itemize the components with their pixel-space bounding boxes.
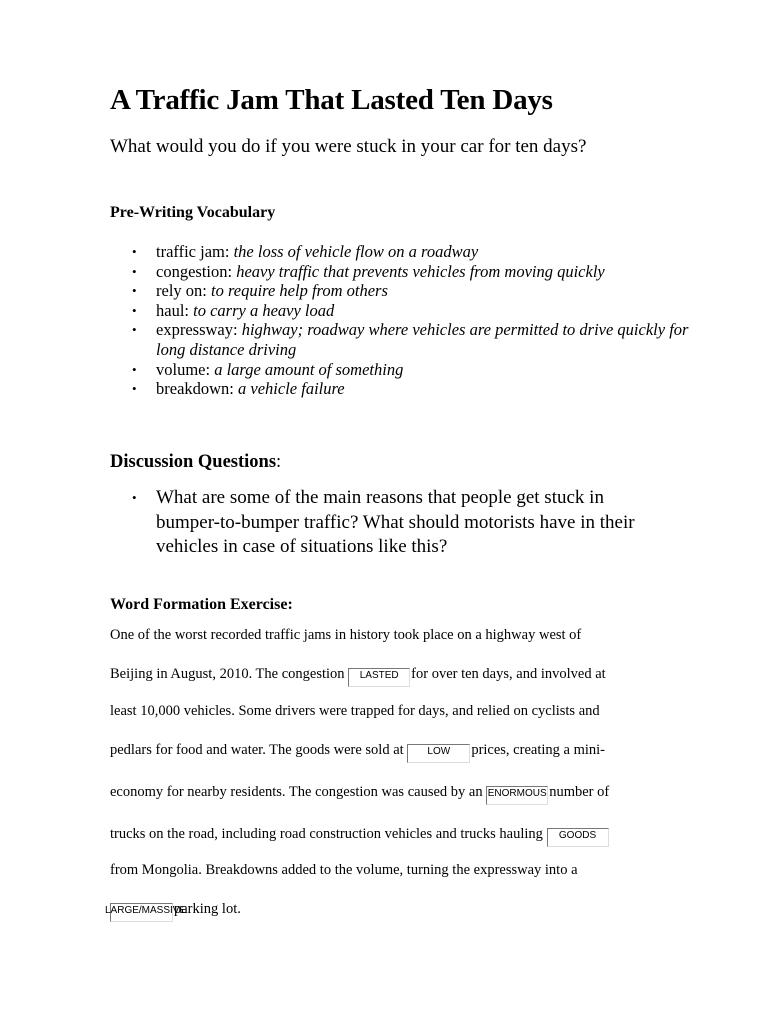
vocabulary-item — [156, 301, 716, 321]
exercise-text: least 10,000 vehicles. Some drivers were trapped for days, and relied on cyclists and — [110, 703, 600, 719]
answer-field-1[interactable]: LASTED — [348, 668, 410, 687]
discussion-heading — [110, 452, 281, 473]
exercise-text: pedlars for food and water. The goods were sold at — [110, 742, 404, 758]
exercise-text: parking lot. — [174, 901, 241, 917]
vocabulary-list — [110, 242, 716, 399]
vocab-term: rely on: — [156, 281, 207, 301]
vocab-definition: a large amount of something — [214, 359, 404, 379]
vocab-definition: highway; roadway where vehicles are permitted to drive quickly for long distance driving — [156, 320, 689, 359]
vocabulary-item — [156, 379, 716, 399]
vocab-term: haul: — [156, 300, 189, 320]
vocab-term: congestion: — [156, 261, 233, 281]
exercise-text: One of the worst recorded traffic jams in history took place on a highway west of — [110, 627, 582, 643]
exercise-text: prices, creating a mini- — [471, 742, 605, 758]
discussion-heading-colon: : — [276, 452, 282, 472]
exercise-text: for over ten days, and involved at — [411, 666, 606, 682]
vocab-term: breakdown: — [156, 379, 234, 399]
vocab-definition: a vehicle failure — [238, 379, 345, 399]
vocab-definition: to require help from others — [211, 281, 388, 301]
vocabulary-item — [156, 262, 716, 282]
exercise-line — [110, 862, 578, 879]
discussion-heading-text: Discussion Questions — [110, 452, 277, 472]
discussion-question: • What are some of the main reasons that people get stuck in bumper-to-bumper traffic? What should motorists have in their vehicles in case of situations like this? — [156, 486, 662, 560]
vocab-definition: the loss of vehicle flow on a roadway — [233, 242, 479, 261]
exercise-text: number of — [549, 784, 610, 800]
exercise-line — [110, 703, 600, 720]
exercise-line — [110, 742, 605, 763]
vocabulary-item — [156, 360, 716, 380]
answer-field-4[interactable]: GOODS — [547, 828, 609, 847]
exercise-line — [110, 666, 606, 687]
exercise-line — [105, 901, 241, 922]
document-title: A Traffic Jam That Lasted Ten Days — [110, 84, 553, 116]
answer-field-5[interactable]: LARGE/MASSIVE — [110, 903, 173, 922]
vocab-definition: to carry a heavy load — [193, 300, 335, 320]
exercise-text: trucks on the road, including road construction vehicles and trucks hauling — [110, 826, 543, 842]
vocabulary-item — [156, 320, 716, 359]
vocabulary-item — [156, 281, 716, 301]
vocabulary-item — [156, 242, 716, 262]
vocab-term: traffic jam: — [156, 242, 230, 261]
exercise-line — [110, 627, 581, 644]
vocab-term: volume: — [156, 359, 211, 379]
answer-field-2[interactable]: LOW — [407, 744, 470, 763]
exercise-line — [110, 826, 610, 847]
discussion-question-list — [110, 486, 662, 560]
exercise-line — [110, 784, 609, 805]
exercise-text: economy for nearby residents. The congestion was caused by an — [110, 784, 483, 800]
vocab-definition: heavy traffic that prevents vehicles from moving quickly — [236, 261, 605, 281]
word-formation-heading: Word Formation Exercise: — [110, 596, 293, 613]
answer-field-3[interactable]: ENORMOUS — [486, 786, 548, 805]
exercise-text: Beijing in August, 2010. The congestion — [110, 666, 345, 682]
vocab-term: expressway: — [156, 320, 238, 340]
vocabulary-heading: Pre-Writing Vocabulary — [110, 204, 276, 221]
exercise-text: from Mongolia. Breakdowns added to the volume, turning the expressway into a — [110, 862, 578, 878]
document-subtitle: What would you do if you were stuck in your car for ten days? — [110, 136, 587, 157]
